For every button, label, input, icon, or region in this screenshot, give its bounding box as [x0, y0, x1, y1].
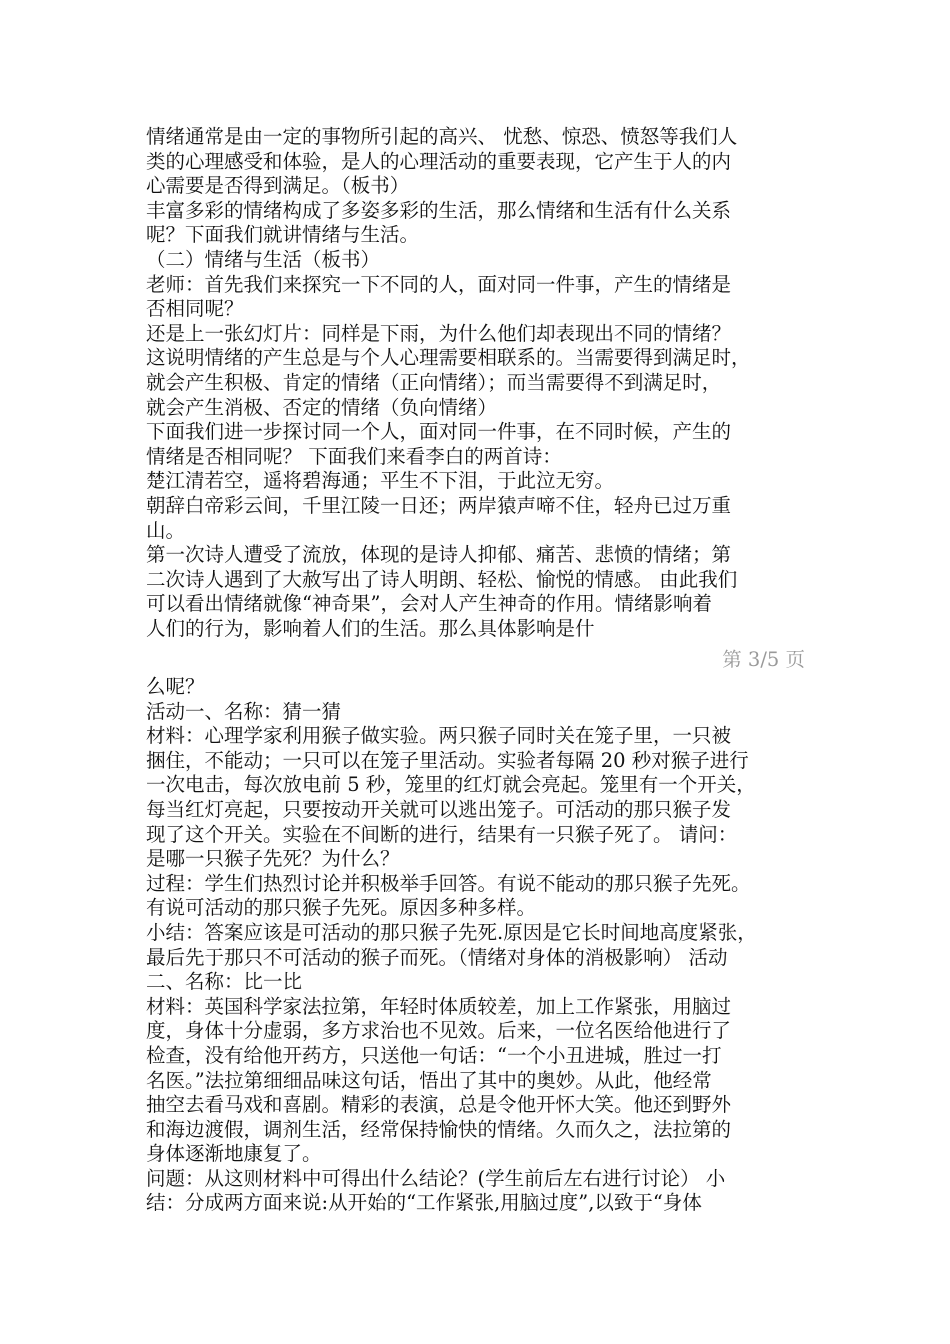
text-line: 有说可活动的那只猴子先死。原因多种多样。: [146, 896, 537, 920]
activity-heading: 活动一、名称：猜一猜: [146, 699, 342, 723]
text-line: 么呢？: [146, 675, 205, 698]
text-line: 和海边渡假，调剂生活，经常保持愉快的情绪。久而久之，法拉第的: [146, 1117, 732, 1141]
poem-line: 朝辞白帝彩云间，千里江陵一日还；两岸猿声啼不住，轻舟已过万重: [146, 493, 732, 517]
text-line: 检查，没有给他开药方，只送他一句话：“一个小丑进城，胜过一打: [146, 1043, 722, 1067]
text-line: 否相同呢？: [146, 297, 244, 321]
page-number: 第 3/5 页: [722, 648, 805, 671]
poem-line: 楚江清若空，遥将碧海通；平生不下泪，于此泣无穷。: [146, 469, 615, 493]
text-line: 现了这个开关。实验在不间断的进行，结果有一只猴子死了。 请问：: [146, 822, 738, 846]
text-line: 最后先于那只不可活动的猴子而死。（情绪对身体的消极影响） 活动: [146, 945, 728, 969]
text-line: 类的心理感受和体验，是人的心理活动的重要表现，它产生于人的内: [146, 149, 732, 173]
text-line: 这说明情绪的产生总是与个人心理需要相联系的。当需要得到满足时，: [146, 346, 751, 370]
text-block-top: [146, 125, 816, 641]
text-block-bottom: [146, 675, 816, 1216]
text-line: 情绪通常是由一定的事物所引起的高兴、 忧愁、惊恐、愤怒等我们人: [146, 125, 738, 148]
text-line: 是哪一只猴子先死？为什么？: [146, 847, 400, 871]
text-line: 材料：心理学家利用猴子做实验。两只猴子同时关在笼子里，一只被: [146, 724, 732, 748]
text-line: 小结：答案应该是可活动的那只猴子先死.原因是它长时间地高度紧张，: [146, 920, 757, 944]
text-line: 人们的行为，影响着人们的生活。那么具体影响是什: [146, 616, 595, 640]
text-line: 情绪是否相同呢？ 下面我们来看李白的两首诗：: [146, 444, 562, 468]
text-line: 捆住，不能动；一只可以在笼子里活动。实验者每隔 20 秒对猴子进行: [146, 748, 749, 772]
text-line: 问题：从这则材料中可得出什么结论？(学生前后左右进行讨论） 小: [146, 1166, 726, 1190]
text-line: 就会产生消极、否定的情绪（负向情绪）: [146, 395, 498, 419]
text-line: 就会产生积极、肯定的情绪（正向情绪）；而当需要得不到满足时，: [146, 370, 722, 394]
activity-heading: 二、名称：比一比: [146, 970, 303, 994]
text-line: 二次诗人遇到了大赦写出了诗人明朗、轻松、愉悦的情感。 由此我们: [146, 567, 738, 591]
text-line: 每当红灯亮起，只要按动开关就可以逃出笼子。可活动的那只猴子发: [146, 797, 732, 821]
text-line: 还是上一张幻灯片：同样是下雨，为什么他们却表现出不同的情绪？: [146, 321, 732, 345]
text-line: 丰富多彩的情绪构成了多姿多彩的生活，那么情绪和生活有什么关系: [146, 198, 732, 222]
text-line: 心需要是否得到满足。（板书）: [146, 174, 410, 198]
text-line: 材料：英国科学家法拉第，年轻时体质较差，加上工作紧张，用脑过: [146, 994, 732, 1018]
poem-line: 山。: [146, 518, 186, 542]
text-line: 度，身体十分虚弱，多方求治也不见效。后来，一位名医给他进行了: [146, 1019, 732, 1043]
text-line: 名医。”法拉第细细品味这句话，悟出了其中的奥妙。从此，他经常: [146, 1068, 712, 1092]
text-line: 过程：学生们热烈讨论并积极举手回答。有说不能动的那只猴子先死。: [146, 871, 751, 895]
text-line: 抽空去看马戏和喜剧。精彩的表演，总是令他开怀大笑。他还到野外: [146, 1093, 732, 1117]
text-line: 可以看出情绪就像“神奇果”，会对人产生神奇的作用。情绪影响着: [146, 592, 712, 616]
text-line: 第一次诗人遭受了流放，体现的是诗人抑郁、痛苦、悲愤的情绪；第: [146, 543, 732, 567]
text-line: 老师：首先我们来探究一下不同的人，面对同一件事，产生的情绪是: [146, 272, 732, 296]
text-line: 一次电击，每次放电前 5 秒，笼里的红灯就会亮起。笼里有一个开关，: [146, 773, 756, 797]
text-line: 下面我们进一步探讨同一个人，面对同一件事，在不同时候，产生的: [146, 420, 732, 444]
text-line: 结：分成两方面来说:从开始的“工作紧张,用脑过度”,以致于“身体: [146, 1191, 702, 1215]
section-heading: （二）情绪与生活（板书）: [146, 247, 381, 271]
text-line: 身体逐渐地康复了。: [146, 1142, 322, 1166]
text-line: 呢？下面我们就讲情绪与生活。: [146, 223, 420, 247]
